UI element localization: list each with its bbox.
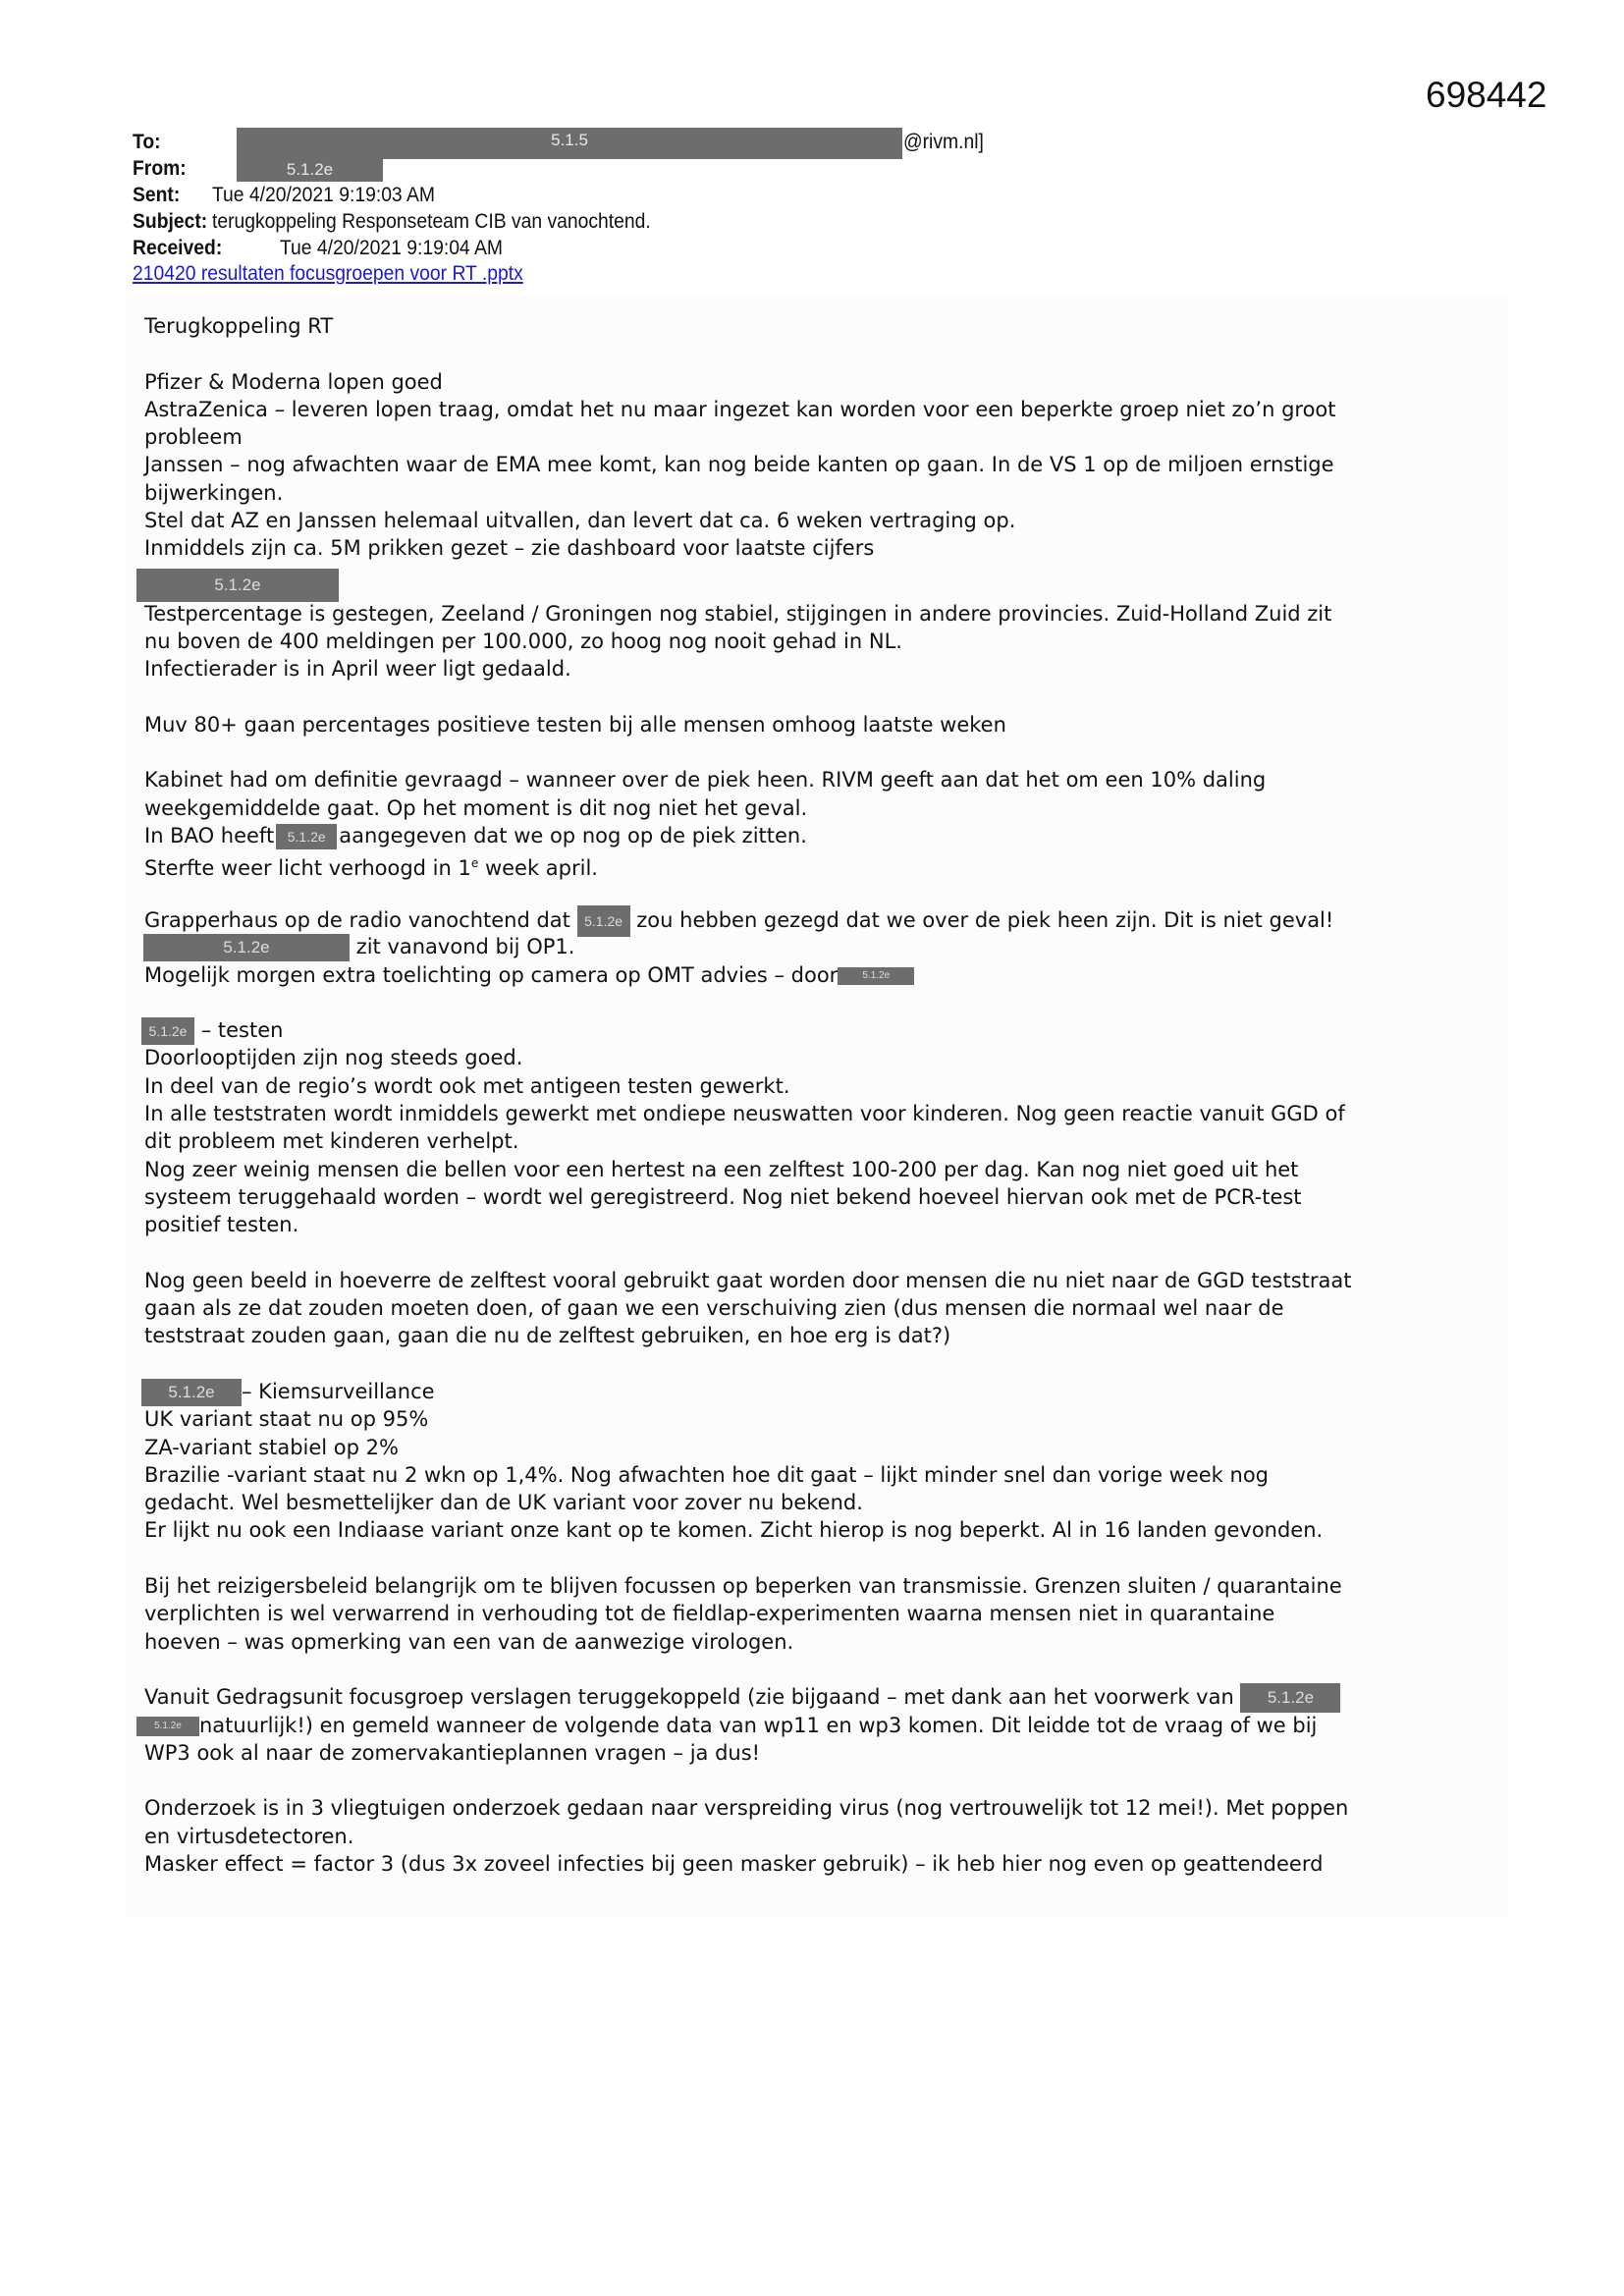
to-redaction: 5.1.5	[237, 128, 902, 159]
subject-label: Subject:	[133, 210, 208, 233]
body-title: Terugkoppeling RT	[144, 314, 334, 338]
kiem-line: ZA-variant stabiel op 2%	[144, 1435, 399, 1459]
testen-line: Doorlooptijden zijn nog steeds goed.	[144, 1046, 523, 1070]
epi-line: nu boven de 400 meldingen per 100.000, zo hoog nog nooit gehad in NL.	[144, 629, 902, 653]
gedrag-line: WP3 ook al naar de zomervakantieplannen vragen – ja dus!	[144, 1740, 761, 1765]
vaccine-line: Pfizer & Moderna lopen goed	[144, 369, 443, 394]
vaccine-line: probleem	[144, 425, 243, 450]
kabinet-line: Kabinet had om definitie gevraagd – wanneer over de piek heen. RIVM geeft aan dat het om een 10% daling	[144, 768, 1267, 793]
testen-heading-text: – testen	[200, 1018, 284, 1043]
vaccine-line: Janssen – nog afwachten waar de EMA mee komt, kan nog beide kanten op gaan. In de VS 1 op de miljoen ernstige	[144, 453, 1334, 477]
to-label: To:	[133, 131, 161, 153]
onderzoek-line: Onderzoek is in 3 vliegtuigen onderzoek gedaan naar verspreiding virus (nog vertrouwelijk tot 12 mei!). Met poppen	[144, 1796, 1349, 1821]
vaccine-line: Stel dat AZ en Janssen helemaal uitvallen, dan levert dat ca. 6 weken vertraging op.	[144, 509, 1016, 533]
from-row	[133, 155, 187, 182]
subject-row	[133, 208, 651, 235]
testen-line: In alle teststraten wordt inmiddels gewerkt met ondiepe neuswatten voor kinderen. Nog geen reactie vanuit GGD of	[144, 1102, 1345, 1126]
sterfte-text: week april.	[478, 856, 598, 881]
kiem-heading-text: – Kiemsurveillance	[242, 1379, 435, 1403]
testen-line: Nog zeer weinig mensen die bellen voor een hertest na een zelftest 100-200 per dag. Kan nog niet goed uit het	[144, 1157, 1299, 1181]
gedrag-text: natuurlijk!) en gemeld wanneer de volgende data van wp11 en wp3 komen. Dit leidde tot de vraag of we bij	[199, 1713, 1318, 1737]
received-label: Received:	[133, 237, 223, 259]
testen-heading	[144, 1016, 1519, 1044]
gedrag-line	[144, 1683, 1519, 1711]
message-body	[144, 312, 1519, 1878]
redaction-box: 5.1.2e	[143, 934, 350, 961]
sterfte-line	[144, 849, 1519, 881]
testen-line: In deel van de regio’s wordt ook met antigeen testen gewerkt.	[144, 1073, 790, 1098]
gedrag-text: Vanuit Gedragsunit focusgroep verslagen teruggekoppeld (zie bijgaand – met dank aan het voorwerk van	[144, 1685, 1234, 1710]
from-label: From:	[133, 157, 187, 180]
vaccine-line: AstraZenica – leveren lopen traag, omdat het nu maar ingezet kan worden voor een beperkte groep niet zo’n groot	[144, 397, 1336, 421]
superscript: e	[470, 856, 479, 871]
kiem-line: Brazilie -variant staat nu 2 wkn op 1,4%. Nog afwachten hoe dit gaat – lijkt minder snel dan vorige week nog	[144, 1462, 1270, 1487]
redaction-box: 5.1.2e	[276, 824, 337, 849]
grapperhaus-text: Grapperhaus op de radio vanochtend dat	[144, 907, 570, 932]
zelftest-line: gaan als ze dat zouden moeten doen, of gaan we een verschuiving zien (dus mensen die normaal wel naar de	[144, 1296, 1284, 1321]
bao-text: aangegeven dat we op nog op de piek zitten.	[339, 824, 807, 848]
reizigers-line: verplichten is wel verwarrend in verhouding tot de fieldlap-experimenten waarna mensen niet in quarantaine	[144, 1602, 1275, 1626]
mogelijk-text: Mogelijk morgen extra toelichting op camera op OMT advies – door	[144, 962, 839, 987]
grapperhaus-line	[144, 905, 1519, 933]
sent-label: Sent:	[133, 184, 181, 206]
reizigers-line: Bij het reizigersbeleid belangrijk om te blijven focussen op beperken van transmissie. Grenzen sluiten / quarantaine	[144, 1574, 1342, 1599]
op1-text: zit vanavond bij OP1.	[355, 935, 575, 959]
redaction-box: 5.1.2e	[136, 1717, 199, 1736]
vaccine-line: Inmiddels zijn ca. 5M prikken gezet – zie dashboard voor laatste cijfers	[144, 536, 875, 561]
received-value: Tue 4/20/2021 9:19:04 AM	[279, 237, 503, 259]
bao-line	[144, 822, 1519, 849]
testen-line: systeem teruggehaald worden – wordt wel geregistreerd. Nog niet bekend hoeveel hiervan ook met de PCR-test	[144, 1184, 1302, 1209]
onderzoek-line: en virtusdetectoren.	[144, 1824, 354, 1848]
reizigers-line: hoeven – was opmerking van een van de aanwezige virologen.	[144, 1629, 794, 1654]
kabinet-line: weekgemiddelde gaat. Op het moment is dit nog niet het geval.	[144, 795, 808, 820]
kiem-line: UK variant staat nu op 95%	[144, 1407, 429, 1432]
redaction-box: 5.1.2e	[577, 905, 630, 937]
zelftest-line: teststraat zouden gaan, gaan die nu de zelftest gebruiken, en hoe erg is dat?)	[144, 1324, 951, 1348]
testen-line: positief testen.	[144, 1213, 299, 1237]
document-number: 698442	[1426, 75, 1547, 115]
redaction-box: 5.1.2e	[1240, 1683, 1340, 1713]
op1-line	[144, 933, 1519, 960]
sent-row	[133, 182, 435, 208]
vaccine-line: bijwerkingen.	[144, 480, 284, 505]
epi-line: Infectierader is in April weer ligt gedaald.	[144, 657, 571, 682]
epi-line: Testpercentage is gestegen, Zeeland / Groningen nog stabiel, stijgingen in andere provincies. Zuid-Holland Zuid zit	[144, 601, 1332, 626]
to-domain: @rivm.nl]	[903, 131, 984, 153]
testen-line: dit probleem met kinderen verhelpt.	[144, 1129, 519, 1154]
gedrag-line	[144, 1712, 1519, 1739]
redaction-box: 5.1.2e	[141, 1379, 242, 1406]
kiem-line: gedacht. Wel besmettelijker dan de UK variant voor zover nu bekend.	[144, 1491, 863, 1515]
redaction-box: 5.1.2e	[141, 1017, 194, 1045]
grapperhaus-text: zou hebben gezegd dat we over de piek heen zijn. Dit is niet geval!	[636, 907, 1334, 932]
redaction-box: 5.1.2e	[136, 569, 339, 602]
mogelijk-line	[144, 961, 1519, 989]
bao-text: In BAO heeft	[144, 824, 275, 848]
redaction-box: 5.1.2e	[838, 967, 914, 985]
zelftest-line: Nog geen beeld in hoeverre de zelftest vooral gebruikt gaat worden door mensen die nu niet naar de GGD teststraat	[144, 1268, 1352, 1292]
sent-value: Tue 4/20/2021 9:19:03 AM	[211, 184, 435, 206]
received-row	[133, 235, 503, 261]
sterfte-text: Sterfte weer licht verhoogd in 1	[144, 856, 471, 881]
kiem-line: Er lijkt nu ook een Indiaase variant onze kant op te komen. Zicht hierop is nog beperkt. Al in 16 landen gevonden.	[144, 1518, 1324, 1543]
from-redaction: 5.1.2e	[237, 159, 383, 182]
attachment-link[interactable]: 210420 resultaten focusgroepen voor RT .pptx	[133, 262, 523, 285]
onderzoek-line: Masker effect = factor 3 (dus 3x zoveel infecties bij geen masker gebruik) – ik heb hier nog even op geattendeerd	[144, 1852, 1324, 1877]
subject-value: terugkoppeling Responseteam CIB van vanochtend.	[211, 210, 651, 233]
kiem-heading	[144, 1378, 1519, 1405]
to-row	[133, 129, 161, 155]
muv-line: Muv 80+ gaan percentages positieve testen bij alle mensen omhoog laatste weken	[144, 712, 1006, 737]
